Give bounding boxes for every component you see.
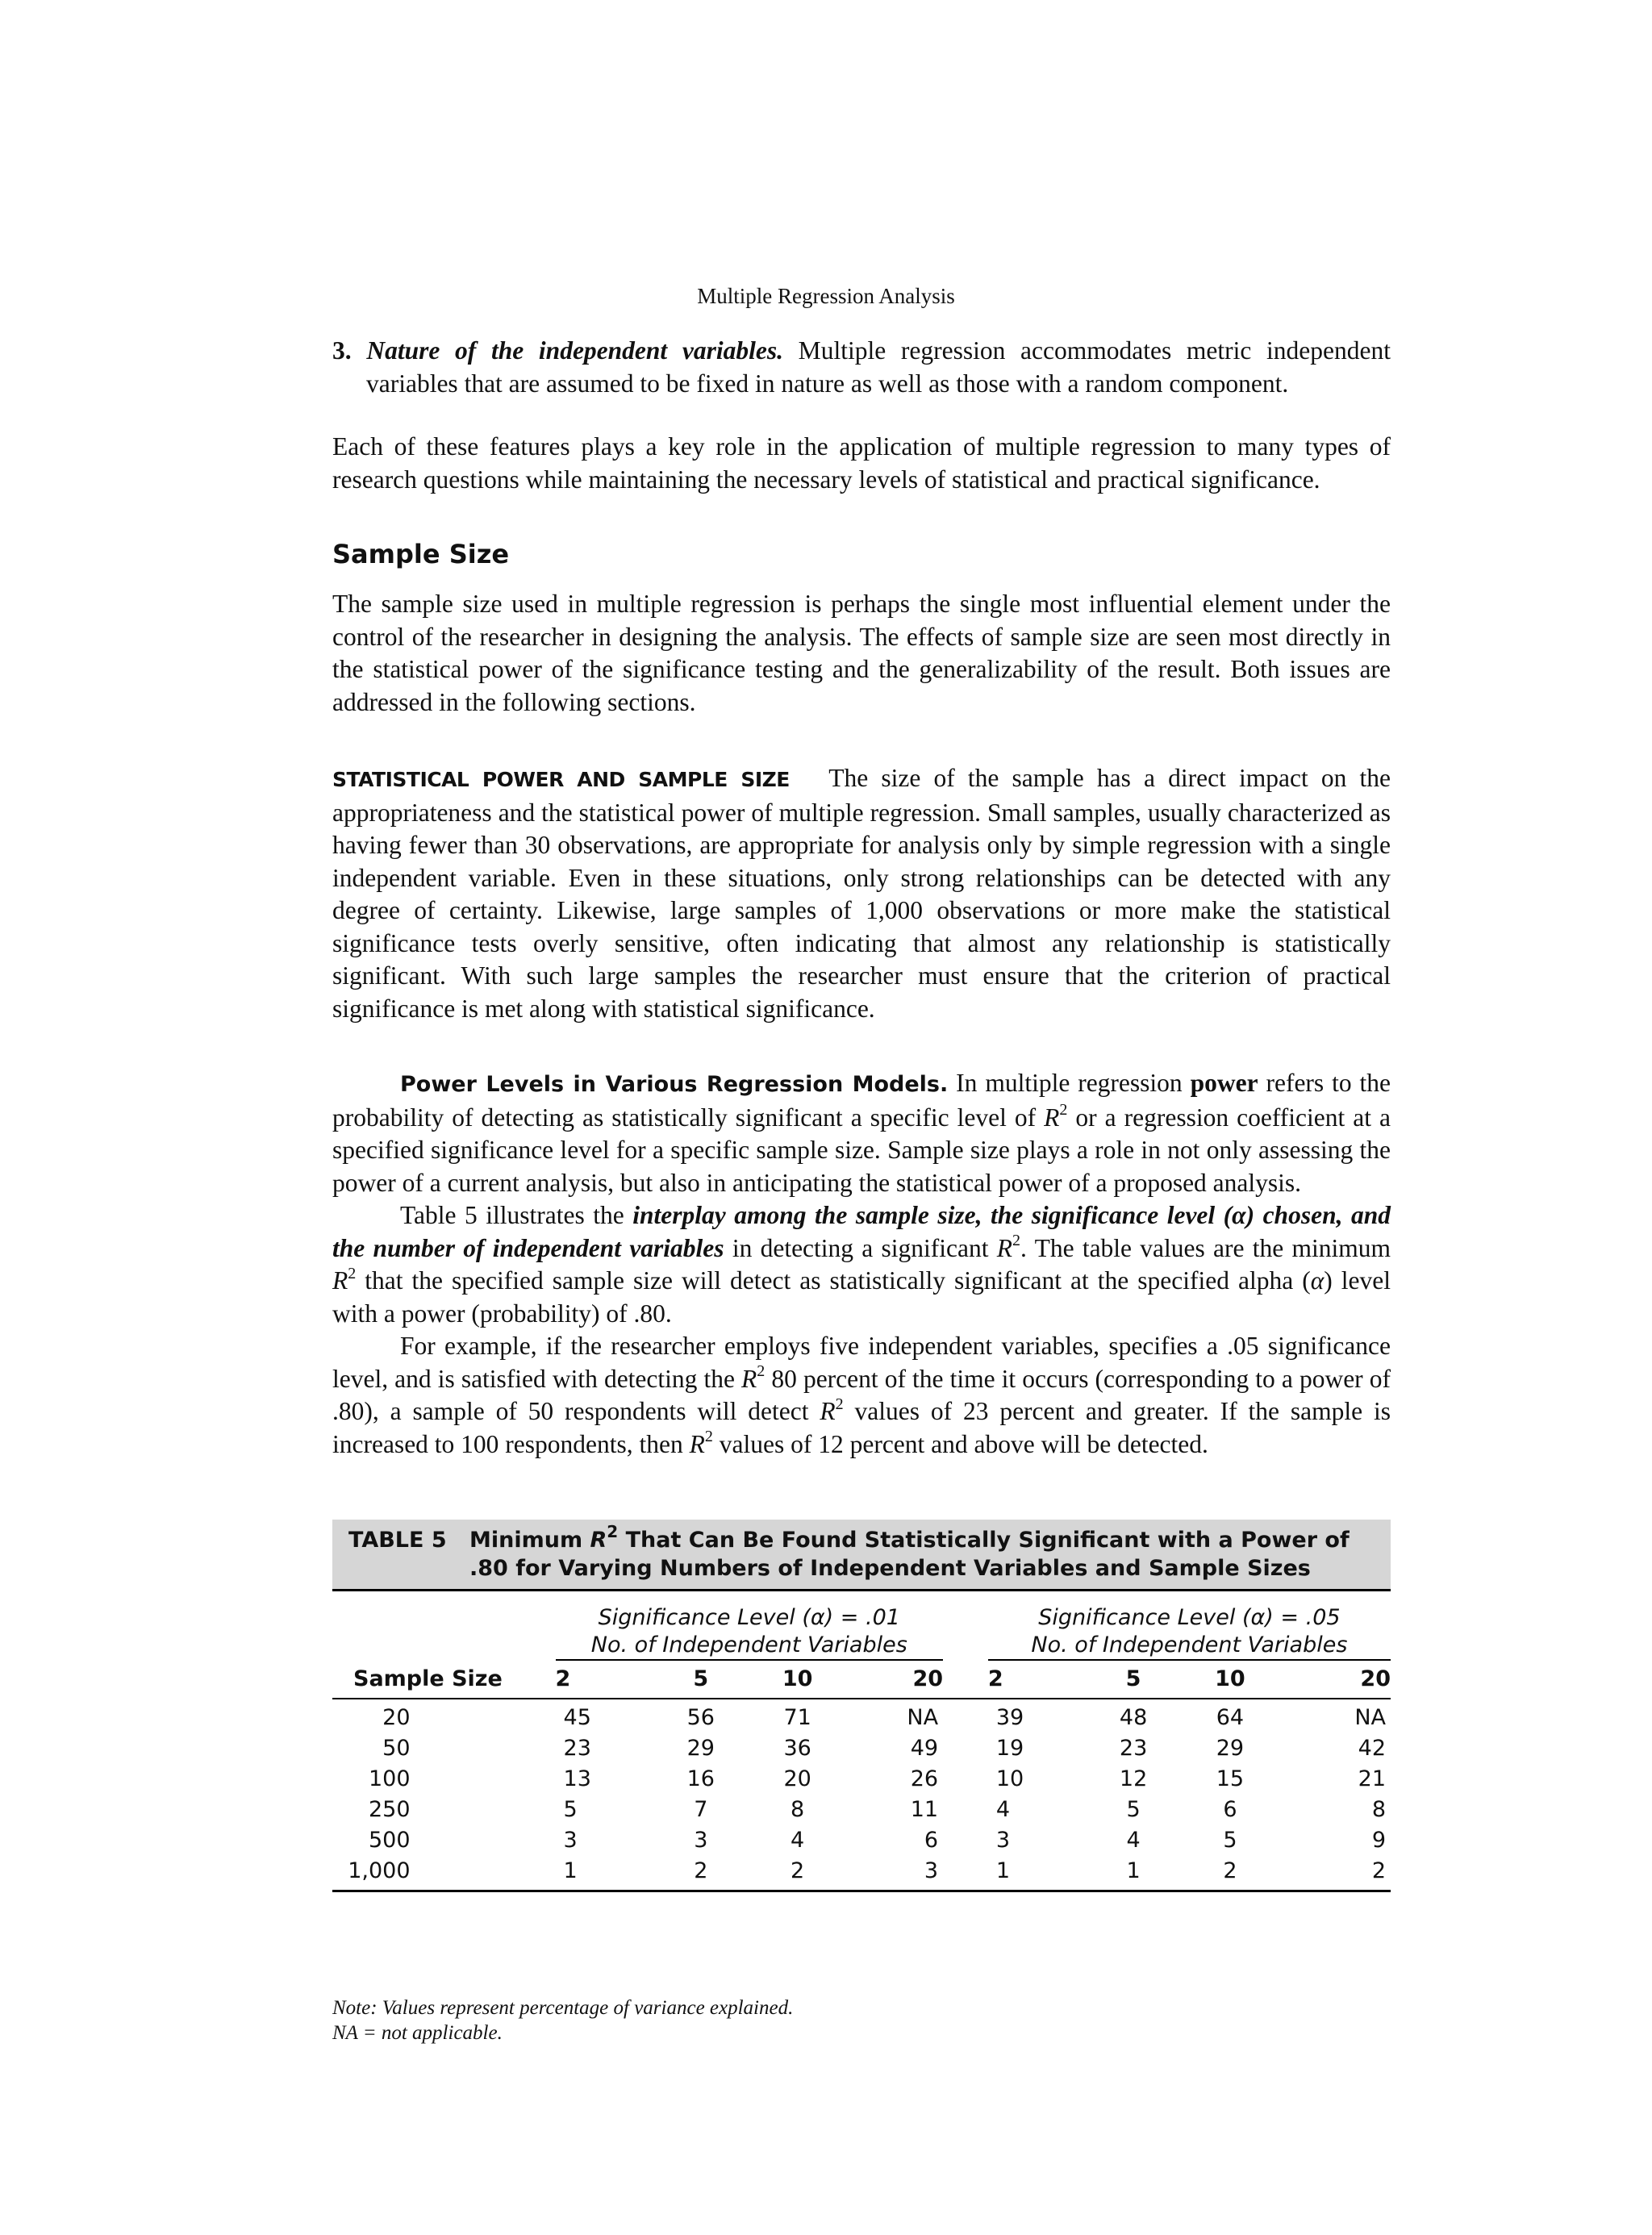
table-cell: 9 bbox=[1371, 1828, 1386, 1853]
paragraph-power-levels bbox=[332, 1067, 1391, 1199]
table-cell: 6 bbox=[924, 1828, 939, 1853]
text-run: ) level with a power (probability) of .80. bbox=[332, 1266, 1391, 1328]
column-header: 10 bbox=[1182, 1660, 1279, 1699]
table-cell: 19 bbox=[995, 1736, 1024, 1761]
sample-size-cell: 500 bbox=[368, 1828, 411, 1853]
table-cell: 36 bbox=[783, 1736, 811, 1761]
superscript: 2 bbox=[1059, 1101, 1068, 1119]
table-cell: NA bbox=[1354, 1705, 1386, 1730]
text-run: For example, if the researcher employs five independent variables, specifies a .05 significance level, and is satisfied with detecting the bbox=[332, 1332, 1391, 1393]
group-header-line: Significance Level (α) = .05 bbox=[1038, 1605, 1341, 1630]
r-symbol: R bbox=[1044, 1103, 1060, 1132]
table-cell: 45 bbox=[563, 1705, 591, 1730]
data-table bbox=[332, 1591, 1391, 1892]
sample-size-cell: 1,000 bbox=[332, 1856, 556, 1891]
sample-size-cell: 250 bbox=[368, 1797, 411, 1822]
superscript: 2 bbox=[348, 1264, 357, 1282]
paragraph-heading: Power Levels in Various Regression Models. bbox=[400, 1072, 949, 1097]
text-run: . The table values are the minimum bbox=[1020, 1233, 1391, 1262]
running-head: Multiple Regression Analysis bbox=[697, 284, 955, 308]
sample-size-cell: 20 bbox=[382, 1705, 411, 1730]
table-cell: 16 bbox=[686, 1766, 715, 1791]
table-row bbox=[332, 1764, 1391, 1795]
table-cell: 39 bbox=[995, 1705, 1024, 1730]
table-label: TABLE 5 bbox=[348, 1528, 447, 1553]
paragraph-statistical-power bbox=[332, 762, 1391, 1025]
table-cell: 29 bbox=[1216, 1736, 1245, 1761]
paragraph-example bbox=[332, 1330, 1391, 1461]
table-cell: 13 bbox=[563, 1766, 591, 1791]
table-cell: 23 bbox=[1119, 1736, 1148, 1761]
table-row bbox=[332, 1825, 1391, 1856]
table-cell: 2 bbox=[1279, 1856, 1391, 1891]
group-header-05 bbox=[988, 1591, 1391, 1660]
table-cell: 8 bbox=[1371, 1797, 1386, 1822]
table-cell: 4 bbox=[791, 1828, 805, 1853]
subsection-heading: STATISTICAL POWER AND SAMPLE SIZE bbox=[332, 768, 790, 791]
table-cell: 1 bbox=[1085, 1856, 1182, 1891]
text-run: or a regression coefficient at a specified significance level for a specific sample size. Sample size plays a role in not only assessing the power of a current analysis, but also in anticipating the statistical power of a proposed analysis. bbox=[332, 1103, 1391, 1197]
emphasis: interplay among the sample size, the significance level (α) chosen, and the number of independent variables bbox=[332, 1201, 1391, 1262]
paragraph-sample-size: The sample size used in multiple regression is perhaps the single most influential element under the control of the researcher in designing the analysis. The effects of sample size are seen most directly in the statistical power of the significance testing and the generalizability of the result. Both issues are addressed in the following sections. bbox=[332, 590, 1391, 716]
text-run: refers to the probability of detecting as statistically significant a specific level of bbox=[332, 1069, 1391, 1132]
table-note: NA = not applicable. bbox=[332, 2022, 503, 2044]
table-cell: 1 bbox=[988, 1856, 1085, 1891]
table-note: Note: Values represent percentage of variance explained. bbox=[332, 1997, 794, 2019]
table-cell: 4 bbox=[995, 1797, 1010, 1822]
table-cell: 2 bbox=[749, 1856, 846, 1891]
text-run: Minimum bbox=[469, 1528, 590, 1553]
text-run: values of 12 percent and above will be detected. bbox=[712, 1429, 1208, 1458]
table-row bbox=[332, 1733, 1391, 1764]
table-cell: 56 bbox=[686, 1705, 715, 1730]
keyword-power: power bbox=[1190, 1069, 1258, 1097]
text-run: 80 percent of the time it occurs (corresponding to a power of .80), a sample of 50 respondents will detect bbox=[332, 1364, 1391, 1425]
r-symbol: R bbox=[332, 1266, 348, 1295]
table-cell: 3 bbox=[846, 1856, 943, 1891]
column-header: 5 bbox=[1085, 1660, 1182, 1699]
group-header-row bbox=[332, 1591, 1391, 1660]
table-cell: 48 bbox=[1119, 1705, 1148, 1730]
table-5 bbox=[332, 1520, 1391, 1892]
table-cell: 21 bbox=[1358, 1766, 1386, 1791]
paragraph-table-intro bbox=[332, 1199, 1391, 1330]
table-cell: 7 bbox=[694, 1797, 708, 1822]
list-item-3 bbox=[332, 335, 1391, 400]
sample-size-cell: 50 bbox=[382, 1736, 411, 1761]
table-notes bbox=[332, 1995, 1391, 2045]
text-run: in detecting a significant bbox=[724, 1233, 997, 1262]
body-text bbox=[332, 335, 1391, 1461]
table-cell: 2 bbox=[653, 1856, 749, 1891]
table-title bbox=[469, 1522, 1379, 1582]
table-cell: 11 bbox=[910, 1797, 939, 1822]
alpha-symbol: α bbox=[1310, 1266, 1325, 1295]
superscript: 2 bbox=[757, 1362, 766, 1380]
table-cell: 2 bbox=[1182, 1856, 1279, 1891]
table-row bbox=[332, 1856, 1391, 1891]
superscript: 2 bbox=[704, 1428, 713, 1445]
table-row bbox=[332, 1795, 1391, 1825]
group-header-line: No. of Independent Variables bbox=[590, 1632, 907, 1657]
r-symbol: R bbox=[820, 1397, 836, 1425]
column-header: 2 bbox=[988, 1660, 1085, 1699]
table-cell: 12 bbox=[1119, 1766, 1148, 1791]
text-run: That Can Be Found Statistically Significant with a Power of .80 for Varying Numbers of Independent Variables and Sample Sizes bbox=[469, 1528, 1350, 1581]
table-cell: 4 bbox=[1126, 1828, 1141, 1853]
group-header-01 bbox=[556, 1591, 944, 1660]
column-header-row bbox=[332, 1660, 1391, 1699]
text-run: that the specified sample size will detect as statistically significant at the specified alpha ( bbox=[356, 1266, 1311, 1295]
r-symbol: R bbox=[996, 1233, 1013, 1262]
table-cell: 26 bbox=[910, 1766, 939, 1791]
superscript: 2 bbox=[835, 1395, 844, 1413]
superscript: 2 bbox=[1012, 1232, 1021, 1249]
column-header: 20 bbox=[846, 1660, 943, 1699]
r-symbol: R bbox=[590, 1528, 607, 1553]
r-symbol: R bbox=[689, 1429, 705, 1458]
table-cell: 71 bbox=[783, 1705, 811, 1730]
table-cell: 6 bbox=[1223, 1797, 1237, 1822]
column-header: 5 bbox=[653, 1660, 749, 1699]
text-run: values of 23 percent and greater. If the sample is increased to 100 respondents, then bbox=[332, 1397, 1391, 1458]
group-header-line: No. of Independent Variables bbox=[1031, 1632, 1348, 1657]
stub-header: Sample Size bbox=[332, 1660, 556, 1699]
list-text: Multiple regression accommodates metric independent variables that are assumed to be fixed in nature as well as those with a random component. bbox=[366, 336, 1391, 398]
r-symbol: R bbox=[741, 1364, 757, 1393]
column-header: 10 bbox=[749, 1660, 846, 1699]
table-row bbox=[332, 1699, 1391, 1733]
table-caption bbox=[332, 1520, 1391, 1591]
table-cell: 64 bbox=[1216, 1705, 1245, 1730]
table-cell: 3 bbox=[694, 1828, 708, 1853]
table-cell: 23 bbox=[563, 1736, 591, 1761]
table-cell: 3 bbox=[995, 1828, 1010, 1853]
section-heading: Sample Size bbox=[332, 539, 510, 569]
table-cell: 5 bbox=[1223, 1828, 1237, 1853]
group-header-line: Significance Level (α) = .01 bbox=[598, 1605, 900, 1630]
text-run: In multiple regression bbox=[948, 1069, 1191, 1097]
table-cell: 49 bbox=[910, 1736, 939, 1761]
list-term: Nature of the independent variables. bbox=[366, 336, 783, 365]
table-cell: 10 bbox=[995, 1766, 1024, 1791]
table-cell: 3 bbox=[563, 1828, 578, 1853]
column-header: 2 bbox=[556, 1660, 653, 1699]
sample-size-cell: 100 bbox=[368, 1766, 411, 1791]
paragraph-features: Each of these features plays a key role in the application of multiple regression to many types of research questions while maintaining the necessary levels of statistical and practical significance. bbox=[332, 432, 1391, 494]
table-cell: NA bbox=[907, 1705, 939, 1730]
column-header: 20 bbox=[1279, 1660, 1391, 1699]
table-cell: 42 bbox=[1358, 1736, 1386, 1761]
subsection-text: The size of the sample has a direct impact on the appropriateness and the statistical power of multiple regression. Small samples, usually characterized as having fewer than 30 observations, are appropriate for analysis only by simple regression with a single independent variable. Even in these situations, only strong relationships can be detected with any degree of certainty. Likewise, large samples of 1,000 observations or more make the statistical significance tests overly sensitive, often indicating that almost any relationship is statistically significant. With such large samples the researcher must ensure that the criterion of practical significance is met along with statistical significance. bbox=[332, 764, 1391, 1023]
text-run: Table 5 illustrates the bbox=[400, 1201, 633, 1229]
table-cell: 5 bbox=[563, 1797, 578, 1822]
table-cell: 20 bbox=[783, 1766, 811, 1791]
superscript: 2 bbox=[607, 1522, 619, 1541]
table-cell: 5 bbox=[1126, 1797, 1141, 1822]
table-cell: 1 bbox=[556, 1856, 653, 1891]
table-cell: 29 bbox=[686, 1736, 715, 1761]
table-cell: 8 bbox=[791, 1797, 805, 1822]
table-cell: 15 bbox=[1216, 1766, 1245, 1791]
list-number: 3. bbox=[332, 336, 352, 365]
